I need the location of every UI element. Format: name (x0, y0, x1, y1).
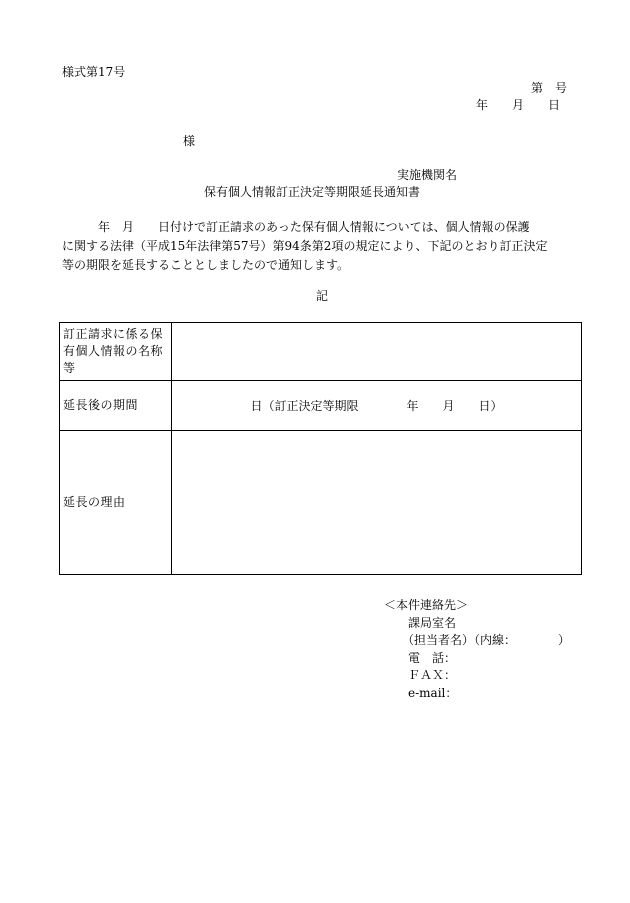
table-value-period[interactable]: 日（訂正決定等期限 年 月 日） (172, 381, 582, 431)
addressee: 様 (183, 134, 196, 148)
table-label-line: 有個人情報の名称 (63, 344, 164, 358)
body-line: 年 月 日付けで訂正請求のあった保有個人情報については、個人情報の保護 (62, 220, 530, 234)
contact-line: ＦＡＸ： (384, 668, 457, 682)
table-row (60, 381, 582, 431)
table-label-reason: 延長の理由 (60, 431, 172, 575)
agency-name: 実施機関名 (397, 168, 458, 182)
table-row (60, 323, 582, 381)
table-label-period: 延長後の期間 (60, 381, 172, 431)
table-value-request-name[interactable] (172, 323, 582, 381)
contact-block (384, 597, 570, 702)
issue-date: 年 月 日 (476, 98, 561, 112)
contact-heading: ＜本件連絡先＞ (384, 598, 469, 612)
page-title: 保有個人情報訂正決定等期限延長通知書 (204, 185, 421, 199)
body-line: に関する法律（平成15年法律第57号）第94条第2項の規定により、下記のとおり訂正決定 (62, 239, 548, 253)
table-value-reason[interactable] (172, 431, 582, 575)
table-row (60, 431, 582, 575)
document-number: 第 号 (531, 81, 568, 95)
table-label-request-name (60, 323, 172, 381)
extension-table (59, 322, 582, 575)
form-number: 様式第17号 (62, 65, 126, 79)
table-label-line: 等 (63, 361, 76, 375)
table-label-line: 訂正請求に係る保 (63, 327, 164, 341)
ki-heading: 記 (316, 289, 329, 303)
contact-line: （担当者名）（内線： ） (384, 633, 571, 647)
body-paragraph (62, 218, 584, 275)
contact-line: 課局室名 (384, 615, 457, 630)
contact-line: e-mail： (384, 685, 458, 700)
contact-line: 電 話： (384, 650, 457, 665)
body-line: 等の期限を延長することとしましたので通知します。 (62, 258, 350, 272)
